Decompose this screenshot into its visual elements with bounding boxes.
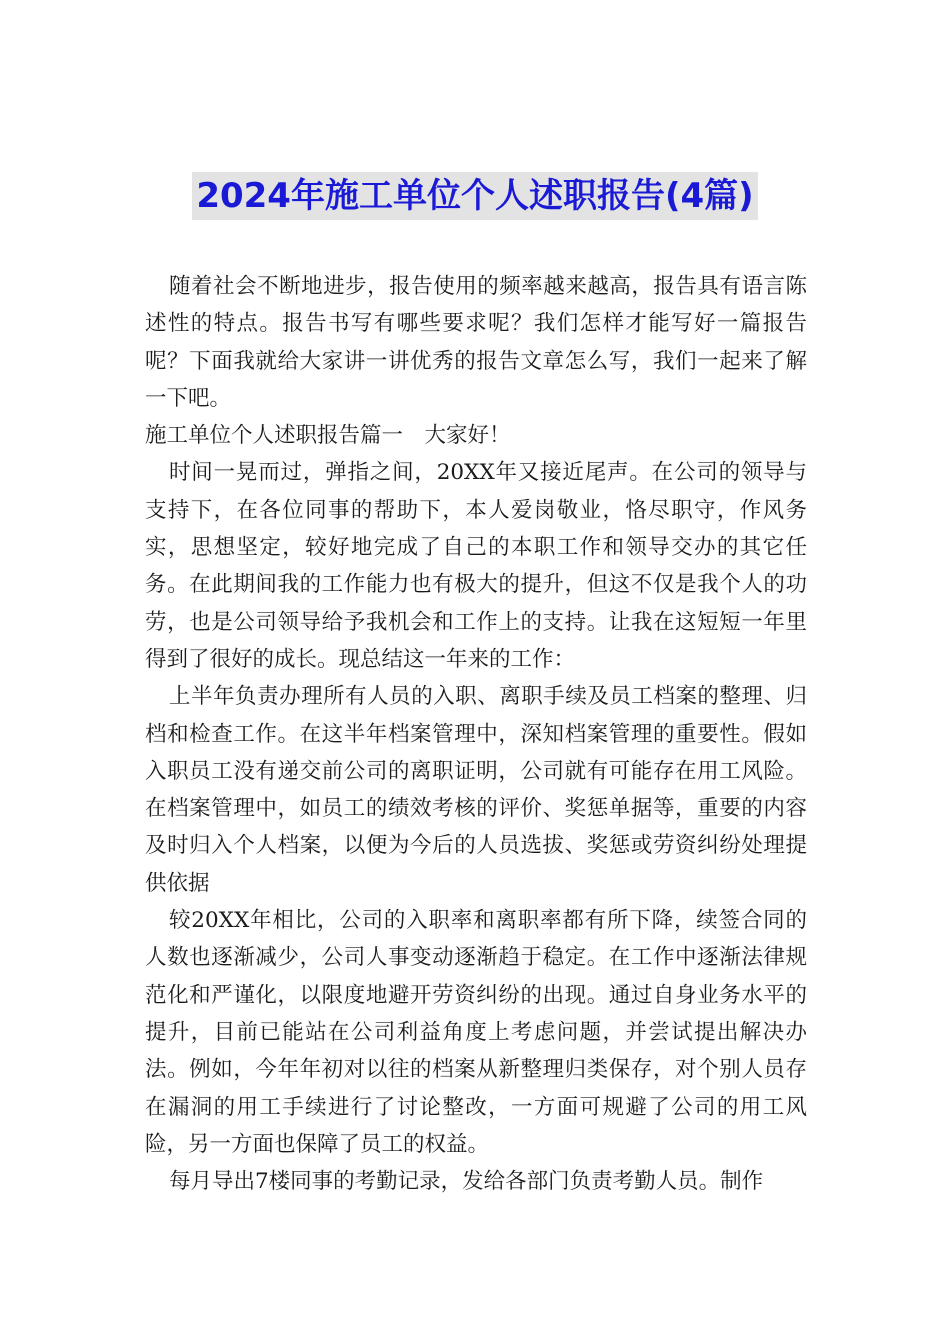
paragraph: 较20XX年相比，公司的入职率和离职率都有所下降，续签合同的人数也逐渐减少，公司人事变动逐渐趋于稳定。在工作中逐渐法律规范化和严谨化，以限度地避开劳资纠纷的出现。通过自身业务水平的提升，目前已能站在公司利益角度上考虑问题，并尝试提出解决办法。例如，今年年初对以往的档案从新整理归类保存，对个别人员存在漏洞的用工手续进行了讨论整改，一方面可规避了公司的用工风险，另一方面也保障了员工的权益。 <box>145 908 807 1157</box>
paragraph: 施工单位个人述职报告篇一 大家好！ <box>145 423 511 449</box>
document-title: 2024年施工单位个人述职报告(4篇) <box>192 172 757 220</box>
paragraph: 随着社会不断地进步，报告使用的频率越来越高，报告具有语言陈述性的特点。报告书写有哪些要求呢？我们怎样才能写好一篇报告呢？下面我就给大家讲一讲优秀的报告文章怎么写，我们一起来了解一下吧。 <box>145 274 807 411</box>
title-container <box>0 172 950 220</box>
paragraph: 时间一晃而过，弹指之间，20XX年又接近尾声。在公司的领导与支持下，在各位同事的帮助下，本人爱岗敬业，恪尽职守，作风务实，思想坚定，较好地完成了自己的本职工作和领导交办的其它任务。在此期间我的工作能力也有极大的提升，但这不仅是我个人的功劳，也是公司领导给予我机会和工作上的支持。让我在这短短一年里得到了很好的成长。现总结这一年来的工作： <box>145 460 807 672</box>
paragraph: 每月导出7楼同事的考勤记录，发给各部门负责考勤人员。制作 <box>169 1169 764 1195</box>
paragraph: 上半年负责办理所有人员的入职、离职手续及员工档案的整理、归档和检查工作。在这半年档案管理中，深知档案管理的重要性。假如入职员工没有递交前公司的离职证明，公司就有可能存在用工风险。在档案管理中，如员工的绩效考核的评价、奖惩单据等，重要的内容及时归入个人档案，以便为今后的人员选拔、奖惩或劳资纠纷处理提供依据 <box>145 684 807 896</box>
document-body <box>145 268 807 1200</box>
